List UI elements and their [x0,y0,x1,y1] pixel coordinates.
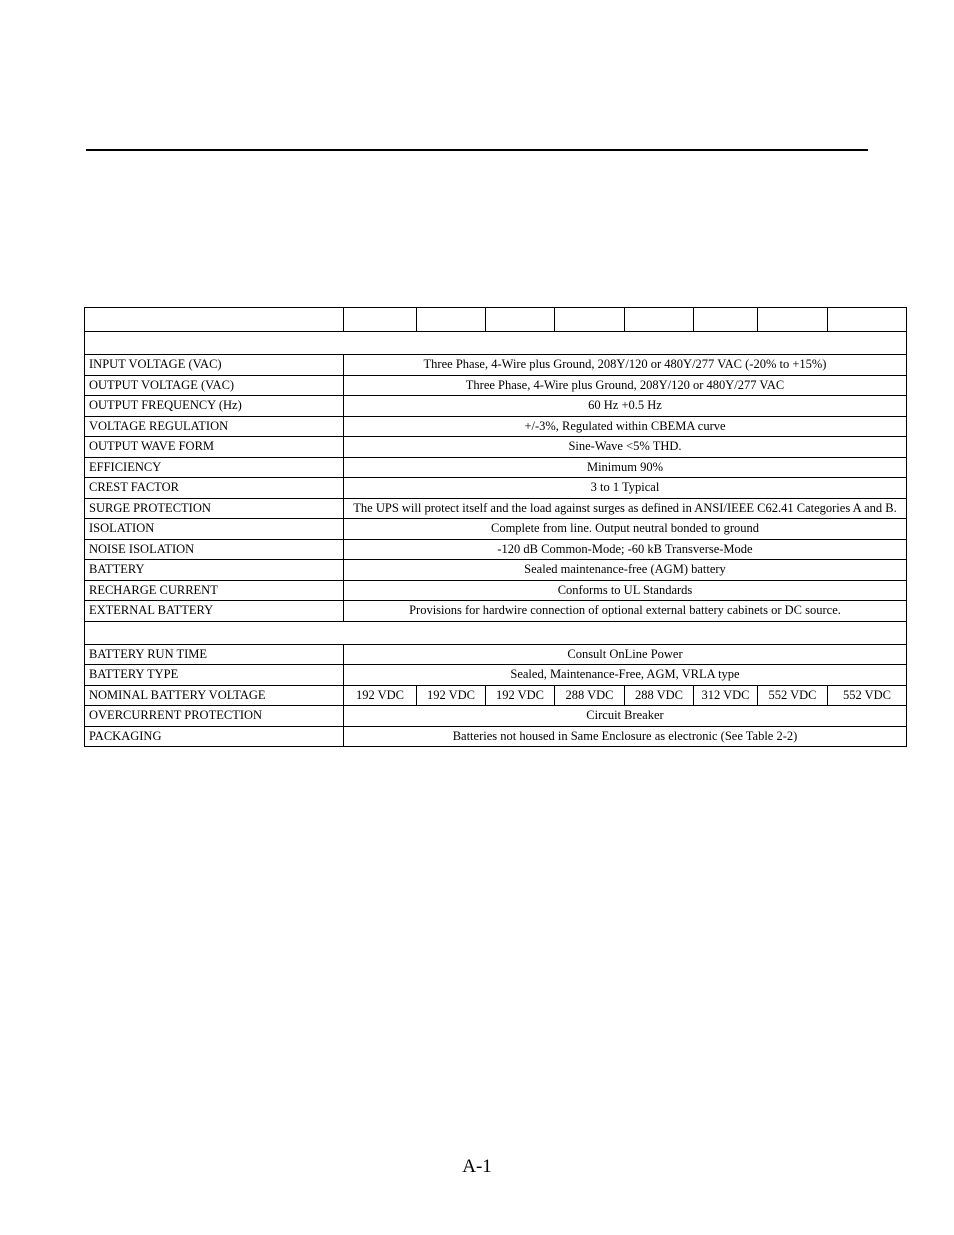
section-heading-row [85,621,907,644]
section-heading-cell [85,332,907,355]
table-row [85,498,907,519]
spec-value: Consult OnLine Power [344,644,907,665]
spec-label: CREST FACTOR [85,478,344,499]
table-row [85,437,907,458]
table-header-row [85,308,907,332]
spec-value: Sealed, Maintenance-Free, AGM, VRLA type [344,665,907,686]
table-row [85,665,907,686]
specifications-table [84,307,907,747]
spec-value: Batteries not housed in Same Enclosure as electronic (See Table 2-2) [344,726,907,747]
spec-label: NOISE ISOLATION [85,539,344,560]
table-row [85,706,907,727]
header-cell [625,308,694,332]
spec-value: 3 to 1 Typical [344,478,907,499]
spec-value: Sine-Wave <5% THD. [344,437,907,458]
table-row [85,539,907,560]
voltage-cell: 552 VDC [758,685,828,706]
header-cell [758,308,828,332]
table-row [85,726,907,747]
table-row [85,601,907,622]
spec-label: BATTERY [85,560,344,581]
header-cell [694,308,758,332]
table-row [85,416,907,437]
spec-value: Circuit Breaker [344,706,907,727]
spec-label: OVERCURRENT PROTECTION [85,706,344,727]
table-row [85,375,907,396]
table-row [85,560,907,581]
header-rule [86,149,868,151]
table-row [85,355,907,376]
spec-value: Three Phase, 4-Wire plus Ground, 208Y/120 or 480Y/277 VAC [344,375,907,396]
spec-value: The UPS will protect itself and the load against surges as defined in ANSI/IEEE C62.41 Categories A and B. [344,498,907,519]
table-row [85,519,907,540]
header-cell [486,308,555,332]
voltage-cell: 288 VDC [625,685,694,706]
voltage-cell: 312 VDC [694,685,758,706]
spec-label: INPUT VOLTAGE (VAC) [85,355,344,376]
spec-label: OUTPUT FREQUENCY (Hz) [85,396,344,417]
table-row [85,457,907,478]
table-row [85,644,907,665]
voltage-cell: 192 VDC [486,685,555,706]
spec-label: EFFICIENCY [85,457,344,478]
spec-label: BATTERY RUN TIME [85,644,344,665]
table-row [85,685,907,706]
section-heading-cell [85,621,907,644]
spec-value: Three Phase, 4-Wire plus Ground, 208Y/120 or 480Y/277 VAC (-20% to +15%) [344,355,907,376]
spec-label: ISOLATION [85,519,344,540]
spec-value: -120 dB Common-Mode; -60 kB Transverse-Mode [344,539,907,560]
spec-label: BATTERY TYPE [85,665,344,686]
header-cell [344,308,417,332]
header-cell [828,308,907,332]
spec-value: Complete from line. Output neutral bonded to ground [344,519,907,540]
voltage-cell: 288 VDC [555,685,625,706]
spec-value: Sealed maintenance-free (AGM) battery [344,560,907,581]
table-row [85,478,907,499]
spec-label: RECHARGE CURRENT [85,580,344,601]
spec-label: SURGE PROTECTION [85,498,344,519]
spec-label: OUTPUT WAVE FORM [85,437,344,458]
table-row [85,396,907,417]
spec-value: 60 Hz +0.5 Hz [344,396,907,417]
spec-value: Provisions for hardwire connection of optional external battery cabinets or DC source. [344,601,907,622]
spec-label: NOMINAL BATTERY VOLTAGE [85,685,344,706]
spec-value: Minimum 90% [344,457,907,478]
voltage-cell: 192 VDC [417,685,486,706]
spec-value: +/-3%, Regulated within CBEMA curve [344,416,907,437]
header-cell [417,308,486,332]
header-cell [85,308,344,332]
spec-value: Conforms to UL Standards [344,580,907,601]
header-cell [555,308,625,332]
spec-label: OUTPUT VOLTAGE (VAC) [85,375,344,396]
page-number: A-1 [462,1156,492,1177]
voltage-cell: 552 VDC [828,685,907,706]
table-row [85,580,907,601]
spec-label: VOLTAGE REGULATION [85,416,344,437]
spec-label: PACKAGING [85,726,344,747]
spec-label: EXTERNAL BATTERY [85,601,344,622]
section-heading-row [85,332,907,355]
voltage-cell: 192 VDC [344,685,417,706]
